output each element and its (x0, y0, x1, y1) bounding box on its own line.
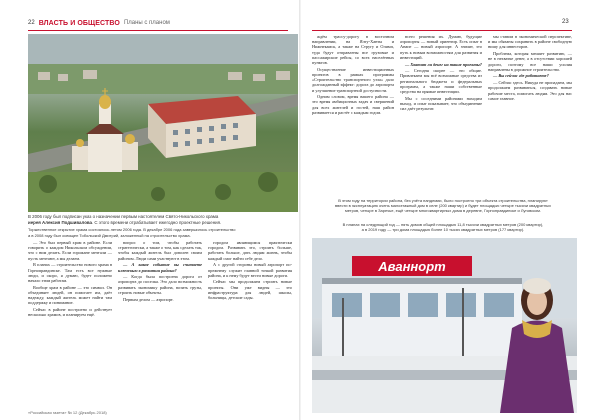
paragraph: Сейчас в районе построено и действует несколько храмов, и планируем ещё. (28, 306, 112, 318)
paragraph: Первым делом — аэропорт. (123, 296, 174, 302)
paragraph: Вообще храм в районе — это символ. Он объединяет людей, он помогает им, даёт надежду, каждый житель может найти там поддержку и понимание. (28, 284, 112, 306)
paragraph: — Когда была построена дорога от аэропорта до поселка. Это дало возможность развивать экономику района, возить грузы, строить новые объекты. (118, 274, 202, 295)
housing-caption-line-3: метров, четыре в Заречье, ещё четыре многоквартирных дома в деревне, Горноправдинске и Луговском. (344, 208, 542, 214)
section-subtitle: Планы с планом (123, 20, 170, 26)
page-spine (299, 0, 301, 420)
paragraph: ждём трассу-дорогу в восточном направлении, на Ялту-Ханты и Нижнекамск, а также на Стругу и Олимп, туда будут отправлены все грузовые и пассажирские рейсы, со всех населённых пунктов. (312, 34, 394, 66)
section-title: ВЛАСТЬ И ОБЩЕСТВО (38, 19, 120, 27)
text-column-left-1 (28, 240, 112, 408)
subcaption-line-3: Торжественное открытие храма состоялось летом 2006 года. В декабре 2006 года завершилось строительство (28, 227, 236, 232)
text-column-right-2 (400, 34, 482, 189)
housing-caption-line-2: ввести в эксплуатацию очень малоэтажный дом в селе (200 квартир) и будет площадью четыре тысячи квадратных (335, 203, 551, 209)
paragraph: городом являющимся практически городом. Развивать это, строить больше, работать больше, дать людям жизнь, чтобы каждый смог найти себе дело. (208, 240, 292, 261)
paragraph: вопрос о том, чтобы работать стратегически, а также о том, как сделать так, чтобы каждый житель был доволен своим районом. Люди сами участвуют в этом. (118, 240, 202, 261)
page-number-right: 23 (562, 19, 569, 25)
header-rule-right (312, 30, 572, 31)
paragraph: — Сегодня скорее — это общие. Привлекаем мы всё возможные средства из регионального бюджета и федеральных программ, а также наши собственные средства на прямые инвестиции. (400, 68, 482, 95)
housing-plans-caption (312, 222, 574, 232)
text-column-right-1 (312, 34, 394, 189)
text-column-right-3 (488, 34, 572, 189)
church-aerial-photo (28, 34, 298, 212)
question-paragraph: — Хватит ли денег на такие проекты? (405, 61, 482, 67)
paragraph: Проблема, которая мешает развитию, — не в нехватке денег, а в отсутствии хорошей дороги, поэтому все наши усилия направлены в дорожное строительство. (488, 51, 572, 72)
paragraph: В планах — строительство нового храма в Горноправдинске. Там есть все нужные люди, и скоро, я думаю, будет положено начало этим работам. (28, 262, 112, 283)
church-photo-subcaption (28, 227, 298, 238)
paragraph: — Сейчас здесь. Никуда не пропадаем, мы продолжаем развиваться, создавать новые рабочие места, помогать людям. Это для нас самое главное. (488, 80, 572, 101)
header-rule-left (28, 30, 288, 31)
airport-photo-illustration (312, 238, 577, 413)
airport-photo (312, 238, 577, 413)
paragraph: А с другой стороны новый аэропорт по-прежнему служит главной точкой развития района, и к нему будут вести новые дороги. (208, 262, 292, 278)
text-column-left-2 (118, 240, 202, 408)
paragraph: мы ставим в экономической перспективе, и мы обязаны сохранить в районе свободную нишу для инвесторов. (488, 34, 572, 50)
paragraph: Осуществление инвестиционных проектов в рамках программы «Строительство транспортного узла» дало долгожданный эффект: дорога до аэропорта и улучшение транспортной доступности. (312, 66, 394, 93)
housing-caption-line-4: В планах на следующий год — пять домов общей площадью 11,8 тысячи квадратных метров (200 квартир), (342, 222, 544, 227)
page-number-left: 22 (28, 20, 35, 26)
paragraph: — Это был первый храм в районе. Если говорить о каждом Никольском обсуждении, что с ним делать. Если горожане мечтали — пусть мечтают, а мы делаем. (28, 240, 112, 261)
paragraph: Одним словом, время вашего района — это время амбициозных задач и свершений для всех жителей и гостей, наш район развивается и растёт с каждым годом. (312, 94, 394, 115)
question-paragraph: — Вы сейчас где работаете? (493, 73, 549, 79)
caption-line-2: . С этого времени отрабатывает ежегодно проектные решения. (91, 219, 222, 225)
paragraph: Сейчас мы продолжаем строить новые проекты. Они уже видны — это инфраструктура для людей, школы, больницы, детские сады. (208, 279, 292, 301)
church-photo-caption (28, 214, 298, 225)
question-paragraph: — А какое событие вы считаете ключевым в развитии района? (118, 262, 202, 273)
housing-caption-line-5: а в 2019 году — три дома площадью более 10 тысяч квадратных метров (177 квартир). (361, 227, 525, 233)
caption-line-1: В 2006 году был подписан указ о назначении первым настоятелем Свято-Никольского храма (28, 214, 219, 219)
church-photo-illustration (28, 34, 298, 212)
airport-sign-text: Аваннорт (378, 259, 446, 274)
housing-caption (312, 198, 574, 214)
page-header-left (28, 18, 170, 28)
housing-caption-line-1: В этом году на территории района, без учёта пандемии, было построено три объекта строительства, планируют (338, 198, 548, 203)
paragraph: всего решения их. Думаю, будущие аэропорты — новый ориентир. Есть опыт в Анапе — новый аэропорт. А значит, это путь к новым возможностям для развития и инвестиций. (400, 34, 482, 60)
footer: «Российская газета» № 12 (Декабрь 2018) (28, 410, 107, 415)
text-column-left-3 (208, 240, 292, 408)
caption-priest-name: иерея Алексия Подшивалова (28, 219, 92, 225)
paragraph: Мы с соседними районами находим выход, и опыт показывает, что объединение сил даёт результат. (400, 95, 482, 112)
subcaption-line-4: а в 2008 году был освящен Тобольский Дмитрий, заложенный на строительство храма. (28, 232, 191, 238)
